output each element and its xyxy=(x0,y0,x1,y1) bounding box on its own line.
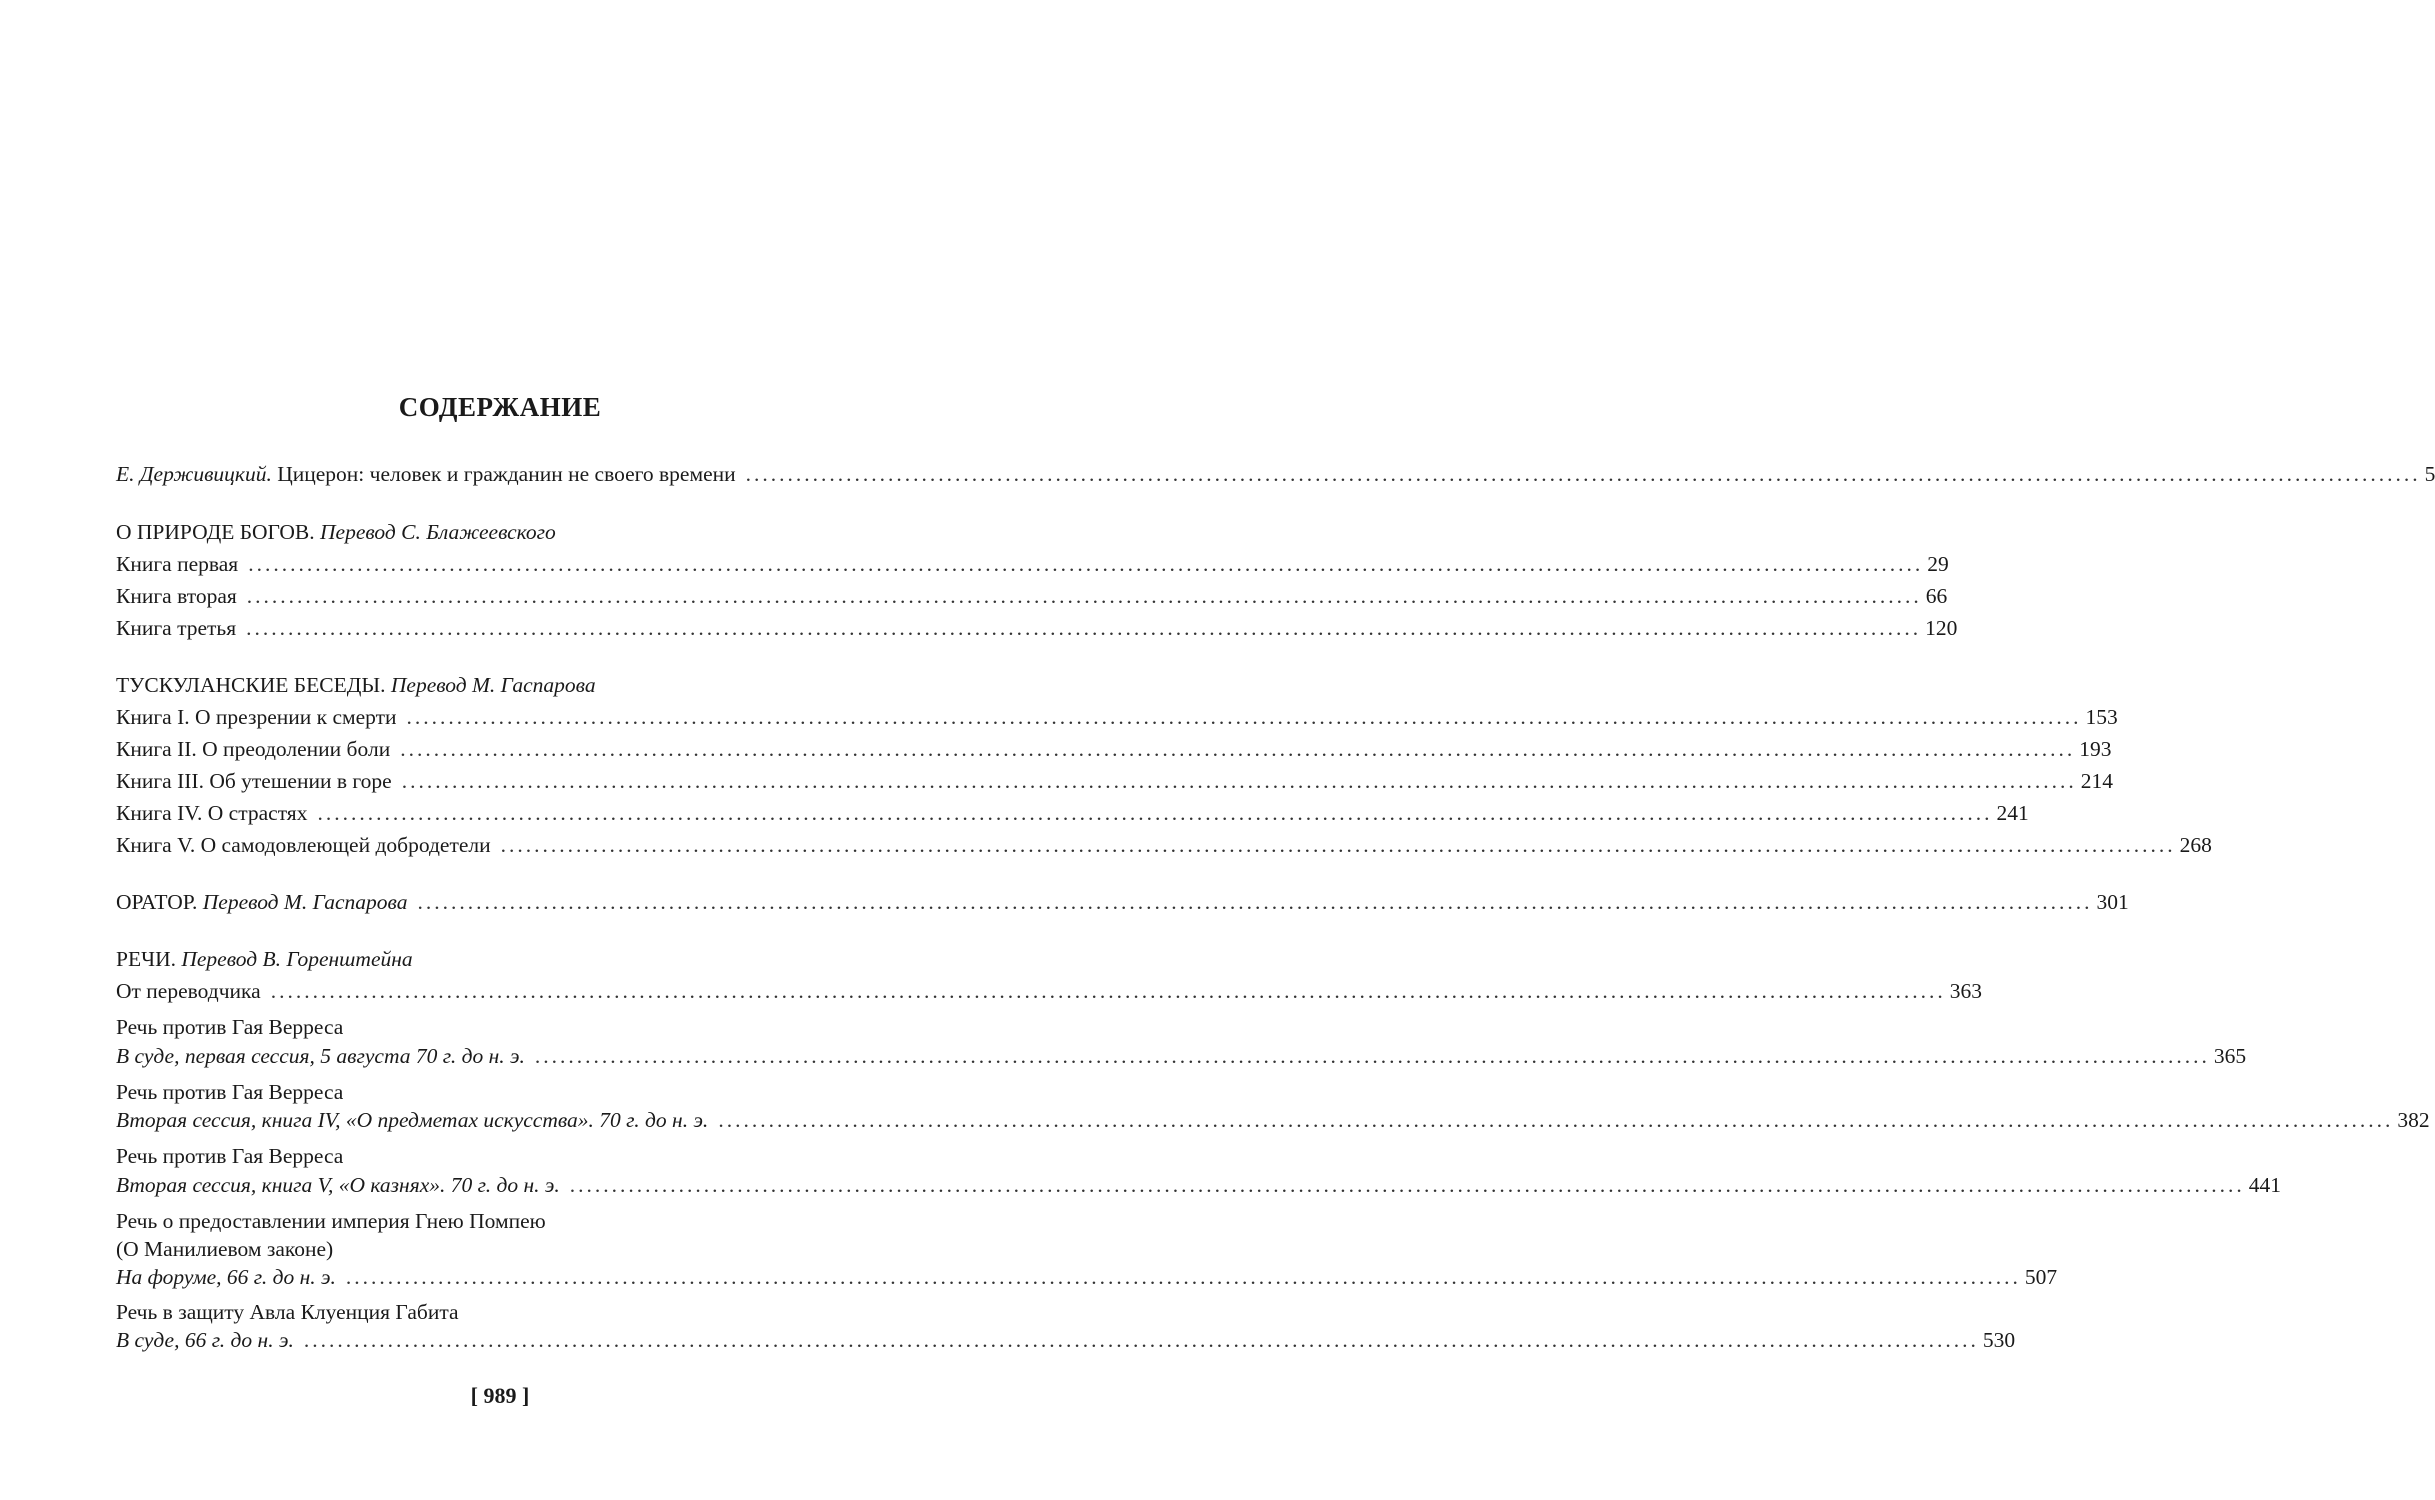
toc-entry xyxy=(116,737,2112,765)
page-ref: 66 xyxy=(1925,584,1948,608)
toc-entry xyxy=(116,1044,2247,1072)
leader-dots: ........................................................................................................................................................................................................ xyxy=(569,1173,2245,1197)
toc-entry xyxy=(116,1173,2282,1201)
toc-entry xyxy=(116,584,1948,612)
leader-dots: ........................................................................................................................................................................................................ xyxy=(317,801,1993,825)
leader-dots: ........................................................................................................................................................................................................ xyxy=(406,705,2082,729)
toc-entry xyxy=(116,1108,2430,1136)
section-translator: Перевод М. Гаспарова xyxy=(202,890,408,914)
entry-subtitle: Вторая сессия, книга V, «О казнях». 70 г. до н. э. xyxy=(116,1173,560,1197)
leader-dots: ........................................................................................................................................................................................................ xyxy=(246,584,1922,608)
entry-title: Речь о предоставлении империя Гнею Помпею xyxy=(116,1209,546,1233)
section-translator: Перевод С. Блажеевского xyxy=(320,520,556,544)
entry-title: От переводчика xyxy=(116,979,261,1003)
entry-title: Книга IV. О страстях xyxy=(116,801,308,825)
leader-dots: ........................................................................................................................................................................................................ xyxy=(246,616,1922,640)
leader-dots: ........................................................................................................................................................................................................ xyxy=(401,769,2077,793)
toc-entry-title xyxy=(116,1237,878,1265)
leader-dots: ........................................................................................................................................................................................................ xyxy=(248,552,1924,576)
page-ref: 382 xyxy=(2397,1108,2430,1132)
entry-title-continued: (О Манилиевом законе) xyxy=(116,1237,334,1261)
leader-dots: ........................................................................................................................................................................................................ xyxy=(303,1328,1979,1352)
page-ref: 29 xyxy=(1927,552,1949,576)
toc-entry xyxy=(116,1328,2016,1356)
entry-title: Речь против Гая Верреса xyxy=(116,1080,344,1104)
toc-entry xyxy=(116,833,2212,861)
entry-title: Книга третья xyxy=(116,616,237,640)
section-title: РЕЧИ. xyxy=(116,947,176,971)
toc-entry xyxy=(116,979,1982,1007)
page-ref: 441 xyxy=(2248,1173,2282,1197)
entry-subtitle: На форуме, 66 г. до н. э. xyxy=(116,1265,336,1289)
page-ref: 301 xyxy=(2096,890,2129,914)
entry-title: Речь в защиту Авла Клуенция Габита xyxy=(116,1300,459,1324)
entry-title: Книга первая xyxy=(116,552,239,576)
page-ref: 530 xyxy=(1982,1328,2016,1352)
toc-entry-title xyxy=(116,1300,878,1328)
leader-dots: ........................................................................................................................................................................................................ xyxy=(718,1108,2394,1132)
entry-subtitle: В суде, первая сессия, 5 августа 70 г. до н. э. xyxy=(116,1044,525,1068)
page-ref: 193 xyxy=(2079,737,2112,761)
page-ref: 214 xyxy=(2080,769,2113,793)
leader-dots: ........................................................................................................................................................................................................ xyxy=(417,890,2093,914)
toc-entry xyxy=(116,552,1949,580)
page-ref: 120 xyxy=(1925,616,1958,640)
entry-subtitle: Вторая сессия, книга IV, «О предметах искусства». 70 г. до н. э. xyxy=(116,1108,709,1132)
intro-title: Цицерон: человек и гражданин не своего времени xyxy=(277,462,736,486)
page-ref: 365 xyxy=(2213,1044,2247,1068)
leader-dots: ........................................................................................................................................................................................................ xyxy=(500,833,2176,857)
section-translator: Перевод В. Горенштейна xyxy=(181,947,413,971)
toc-entry xyxy=(116,616,1958,644)
toc-entry xyxy=(116,705,2118,733)
page-number: [ 989 ] xyxy=(470,1383,530,1408)
section-title: О ПРИРОДЕ БОГОВ. xyxy=(116,520,315,544)
page-ref: 268 xyxy=(2179,833,2212,857)
leader-dots: ........................................................................................................................................................................................................ xyxy=(745,462,2421,486)
leader-dots: ........................................................................................................................................................................................................ xyxy=(270,979,1946,1003)
section-heading xyxy=(116,520,878,548)
entry-title: Книга V. О самодовлеющей добродетели xyxy=(116,833,491,857)
entry-subtitle: В суде, 66 г. до н. э. xyxy=(116,1328,294,1352)
page-ref: 5 xyxy=(2424,462,2435,486)
toc-entry-title xyxy=(116,1209,878,1237)
section-heading xyxy=(116,673,878,701)
leader-dots: ........................................................................................................................................................................................................ xyxy=(345,1265,2021,1289)
toc-entry xyxy=(116,769,2113,797)
page-ref: 363 xyxy=(1949,979,1982,1003)
section-title: ОРАТОР. xyxy=(116,890,198,914)
entry-title: Книга III. Об утешении в горе xyxy=(116,769,392,793)
toc-entry-title xyxy=(116,1144,878,1172)
entry-title: Книга I. О презрении к смерти xyxy=(116,705,397,729)
entry-title: Книга II. О преодолении боли xyxy=(116,737,391,761)
entry-title: Книга вторая xyxy=(116,584,237,608)
toc-entry-title xyxy=(116,1080,878,1108)
section-translator: Перевод М. Гаспарова xyxy=(390,673,596,697)
leader-dots: ........................................................................................................................................................................................................ xyxy=(534,1044,2210,1068)
page-title: СОДЕРЖАНИЕ xyxy=(398,392,602,422)
page-ref: 153 xyxy=(2085,705,2118,729)
page-ref: 241 xyxy=(1996,801,2029,825)
toc-entry-title xyxy=(116,1015,878,1043)
intro-author: Е. Держивицкий. xyxy=(116,462,272,486)
toc-entry xyxy=(116,1265,2058,1293)
entry-title: Речь против Гая Верреса xyxy=(116,1015,344,1039)
section-heading xyxy=(116,890,2129,918)
section-heading xyxy=(116,947,878,975)
section-title: ТУСКУЛАНСКИЕ БЕСЕДЫ. xyxy=(116,673,386,697)
page-ref: 507 xyxy=(2024,1265,2058,1289)
toc-entry-intro xyxy=(116,462,2435,490)
toc-entry xyxy=(116,801,2029,829)
entry-title: Речь против Гая Верреса xyxy=(116,1144,344,1168)
leader-dots: ........................................................................................................................................................................................................ xyxy=(400,737,2076,761)
